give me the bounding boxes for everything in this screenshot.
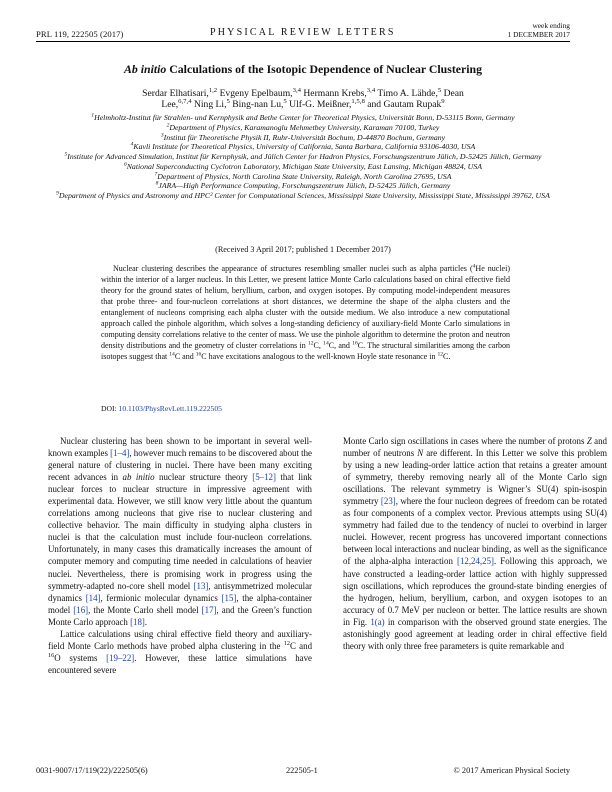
citation-link[interactable]: [19–22] bbox=[106, 652, 135, 663]
received-published-dates: (Received 3 April 2017; published 1 December 2017) bbox=[215, 245, 391, 254]
affiliation-text: Institut für Theoretische Physik II, Ruhr-Universität Bochum, D-44870 Bochum, Germany bbox=[163, 132, 446, 142]
affiliation-text: Department of Physics, Karamanoglu Mehmetbey University, Karaman 70100, Turkey bbox=[169, 122, 440, 132]
doi-link[interactable]: 10.1103/PhysRevLett.119.222505 bbox=[118, 404, 222, 413]
journal-name: PHYSICAL REVIEW LETTERS bbox=[210, 27, 396, 38]
isotope-mass-sup: 12 bbox=[307, 340, 314, 347]
week-ending-date: 1 DECEMBER 2017 bbox=[507, 30, 570, 40]
abstract-text: C, and bbox=[328, 340, 353, 350]
body-text-italic: ab initio bbox=[122, 472, 155, 483]
affiliation-item bbox=[52, 181, 554, 191]
body-text: and number of neutrons bbox=[343, 436, 607, 459]
body-text: in comparison with the observed ground state energies. The astonishingly good agreement at leading order in chiral effective field theory with only three free parameters is quite remarkable and bbox=[343, 616, 607, 651]
body-text: , antisymmetrized molecular dynamics bbox=[48, 580, 312, 603]
affiliation-number: 1 bbox=[91, 112, 95, 119]
citation-link[interactable]: [1–4] bbox=[110, 448, 130, 459]
affiliation-list bbox=[52, 113, 554, 201]
symbol-z: Z bbox=[586, 436, 592, 446]
week-ending-label: week ending bbox=[532, 21, 570, 30]
author-affiliation-sup: 9 bbox=[441, 98, 445, 106]
author-affiliation-sup: 3,4 bbox=[292, 86, 301, 94]
body-text: nuclear structure theory bbox=[154, 472, 253, 483]
author-affiliation-sup: 5 bbox=[226, 98, 230, 106]
body-text: are different. In this Letter we solve this problem by using a new leading-order lattice action that retains a greater amount of symmetry, thereby removing nearly all of the Monte Carlo sign oscillations. The relevant symmetry is Wigner’s SU(4) spin-isospin symmetry bbox=[343, 448, 608, 507]
author-name: Hermann Krebs, bbox=[300, 88, 367, 99]
body-text: Lattice calculations using chiral effective field theory and auxiliary-field Monte Carlo methods have probed alpha clustering in the bbox=[48, 628, 312, 651]
body-text: C and bbox=[289, 640, 313, 651]
body-column-right bbox=[343, 435, 607, 652]
citation-link[interactable]: [13] bbox=[193, 580, 209, 591]
body-text: . However, these lattice simulations have encountered severe bbox=[48, 652, 312, 675]
affiliation-number: 8 bbox=[155, 180, 159, 187]
author-name: Bing-nan Lu, bbox=[229, 99, 284, 111]
affiliation-number: 3 bbox=[160, 131, 164, 138]
affiliation-number: 5 bbox=[64, 151, 68, 158]
affiliation-text: JARA—High Performance Computing, Forschungszentrum Jülich, D-52425 Jülich, Germany bbox=[158, 181, 451, 191]
body-text: , and the Green’s function Monte Carlo approach bbox=[48, 604, 312, 627]
affiliation-number: 6 bbox=[124, 161, 127, 168]
body-paragraph bbox=[48, 628, 312, 676]
affiliation-number: 7 bbox=[154, 170, 158, 177]
footer-issn: 0031-9007/17/119(22)/222505(6) bbox=[36, 766, 148, 775]
body-paragraph bbox=[48, 435, 312, 628]
symbol-n: N bbox=[417, 448, 424, 459]
citation-link[interactable]: [23] bbox=[380, 496, 396, 507]
isotope-mass-sup: 14 bbox=[169, 350, 175, 357]
affiliation-item bbox=[52, 152, 554, 162]
affiliation-text: Institute for Advanced Simulation, Institut für Kernphysik, and Jülich Center for Hadron Physics, Forschungszentrum Jülich, D-52425 Jülich, Germany bbox=[67, 152, 542, 161]
title-italic-part: Ab initio bbox=[124, 62, 167, 76]
body-text: , the Monte Carlo shell model bbox=[88, 604, 202, 615]
affiliation-text: Kavli Institute for Theoretical Physics, University of California, Santa Barbara, California 93106-4030, USA bbox=[133, 142, 476, 152]
citation-link[interactable]: [15] bbox=[221, 592, 237, 603]
author-affiliation-sup: 3,4 bbox=[366, 86, 376, 94]
doi-label: DOI: bbox=[101, 404, 119, 413]
author-affiliation-sup: 5 bbox=[437, 86, 442, 94]
affiliation-text: Department of Physics, North Carolina State University, Raleigh, North Carolina 27695, USA bbox=[157, 171, 452, 181]
isotope-mass-sup: 4 bbox=[472, 263, 476, 270]
body-text: . bbox=[144, 616, 148, 627]
abstract-text: C. bbox=[443, 351, 451, 361]
author-name: and Gautam Rupak bbox=[364, 99, 442, 111]
isotope-mass-sup: 12 bbox=[437, 350, 444, 357]
abstract-text: C. The structural similarities among the carbon isotopes suggest that bbox=[101, 340, 511, 361]
citation-link[interactable]: [14] bbox=[85, 592, 101, 603]
abstract-text: He nuclei) within the interior of a larger nucleus. In this Letter, we present lattice Monte Carlo calculations based on chiral effective field theory for the ground states of helium, beryllium, carbon, and oxygen isotopes. By computing model-independent measures that probe three- and four-nucleon correlations at short distances, we determine the shape of the alpha clusters and the entanglement of nucleons comprising each alpha cluster with the outside medium. We also introduce a new computational approach called the pinhole algorithm, which solves a long-standing deficiency of auxiliary-field Monte Carlo simulations in computing density correlations relative to the center of mass. We use the pinhole algorithm to determine the proton and neutron density distributions and the geometry of cluster correlations in bbox=[101, 264, 510, 350]
author-affiliation-sup: 1,2 bbox=[208, 86, 218, 94]
citation-link[interactable]: [18] bbox=[130, 616, 145, 627]
affiliation-item bbox=[52, 142, 554, 152]
citation-link[interactable]: [5–12] bbox=[252, 472, 276, 483]
author-name: Dean Lee, bbox=[161, 88, 464, 111]
body-text: Nuclear clustering has been shown to be important in several well-known examples bbox=[48, 436, 312, 459]
abstract-text: C have excitations analogous to the well-known Hoyle state resonance in bbox=[201, 351, 438, 361]
body-column-left bbox=[48, 435, 312, 676]
journal-reference: PRL 119, 222505 (2017) bbox=[36, 29, 124, 39]
affiliation-text: National Superconducting Cyclotron Laboratory, Michigan State University, East Lansing, Michigan 48824, USA bbox=[126, 161, 482, 171]
isotope-mass-sup: 16 bbox=[352, 340, 358, 347]
body-text: that link nuclear forces to nuclear structure in impressive agreement with experimental data. However, we still know very little about the quantum correlations among nucleons that give rise to nuclear clustering and collective behavior. The main difficulty in studying alpha clusters in nuclei is that the calculation must include four-nucleon correlations. Unfortunately, in many cases this dramatically increases the amount of computer memory and computing time needed in calculations of heavier nuclei. Nevertheless, there is promising work in progress using the symmetry-adapted no-core shell model bbox=[48, 472, 312, 591]
author-name: Ning Li, bbox=[191, 99, 227, 111]
isotope-mass-sup: 16 bbox=[195, 350, 202, 357]
abstract-text: Nuclear clustering describes the appearance of structures resembling smaller nuclei such as alpha particles ( bbox=[113, 264, 473, 273]
author-name: Serdar Elhatisari, bbox=[142, 88, 209, 99]
body-paragraph bbox=[343, 435, 607, 652]
footer-copyright: © 2017 American Physical Society bbox=[453, 766, 570, 775]
body-text: O systems bbox=[54, 652, 107, 663]
citation-link[interactable]: [17] bbox=[201, 604, 217, 615]
author-name: Evgeny Epelbaum, bbox=[217, 88, 293, 99]
affiliation-item bbox=[52, 172, 554, 182]
affiliation-number: 9 bbox=[56, 190, 59, 197]
author-affiliation-sup: 1,5,8 bbox=[351, 98, 365, 106]
body-text: , the alpha-container model bbox=[48, 592, 312, 615]
abstract bbox=[101, 264, 510, 363]
abstract-text: C and bbox=[174, 351, 196, 361]
body-text: Monte Carlo sign oscillations in cases where the number of protons bbox=[343, 436, 587, 446]
isotope-mass-sup: 16 bbox=[48, 651, 55, 659]
abstract-text: C, bbox=[313, 340, 324, 350]
affiliation-item bbox=[52, 133, 554, 143]
header-divider bbox=[36, 41, 570, 42]
author-affiliation-sup: 5 bbox=[283, 98, 287, 106]
body-text: , where the four nucleon degrees of freedom can be rotated as four components of a complex vector. Previous attempts using SU(4) symmetry had failed due to the tendency of nuclei to overbind in larger nuclei. However, recent progress has uncovered important connections between local interactions and nuclear binding, as well as the significance of the alpha-alpha interaction bbox=[343, 496, 607, 567]
affiliation-number: 4 bbox=[130, 141, 134, 148]
affiliation-item bbox=[52, 113, 554, 123]
author-list bbox=[140, 88, 466, 110]
affiliation-item bbox=[52, 162, 554, 172]
figure-link[interactable]: 1(a) bbox=[370, 616, 385, 627]
author-name: Timo A. Lähde, bbox=[375, 88, 438, 99]
isotope-mass-sup: 14 bbox=[323, 340, 329, 347]
citation-link[interactable]: [12,24,25] bbox=[456, 556, 494, 567]
affiliation-number: 2 bbox=[166, 122, 170, 129]
body-text: , fermionic molecular dynamics bbox=[100, 592, 222, 603]
affiliation-text: Department of Physics and Astronomy and HPC² Center for Computational Sciences, Mississippi State University, Mississippi State, Mississippi 39762, USA bbox=[58, 191, 550, 200]
doi-line bbox=[101, 404, 222, 413]
affiliation-item bbox=[52, 123, 554, 133]
body-text: . Following this approach, we have constructed a leading-order lattice action with highly suppressed sign oscillations, which reproduces the ground-state binding energies of the hydrogen, helium, beryllium, carbon, and oxygen isotopes to an accuracy of 0.7 MeV per nucleon or better. The lattice results are shown in Fig. bbox=[343, 556, 607, 627]
author-affiliation-sup: 6,7,4 bbox=[178, 98, 192, 106]
article-title bbox=[36, 62, 570, 77]
isotope-mass-sup: 12 bbox=[283, 639, 290, 647]
affiliation-text: Helmholtz-Institut für Strahlen- und Kernphysik and Bethe Center for Theoretical Physics, Universität Bonn, D-53115 Bonn, Germany bbox=[94, 113, 515, 122]
citation-link[interactable]: [16] bbox=[73, 604, 89, 615]
issue-date-block bbox=[508, 21, 570, 39]
footer-page-number: 222505-1 bbox=[286, 766, 318, 775]
author-name: Ulf-G. Meißner, bbox=[286, 99, 352, 111]
title-rest: Calculations of the Isotopic Dependence of Nuclear Clustering bbox=[166, 62, 482, 76]
affiliation-item bbox=[52, 191, 554, 201]
body-text: , however much remains to be discovered about the general nature of clustering in nuclei. There have been many exciting recent advances in bbox=[48, 448, 312, 483]
